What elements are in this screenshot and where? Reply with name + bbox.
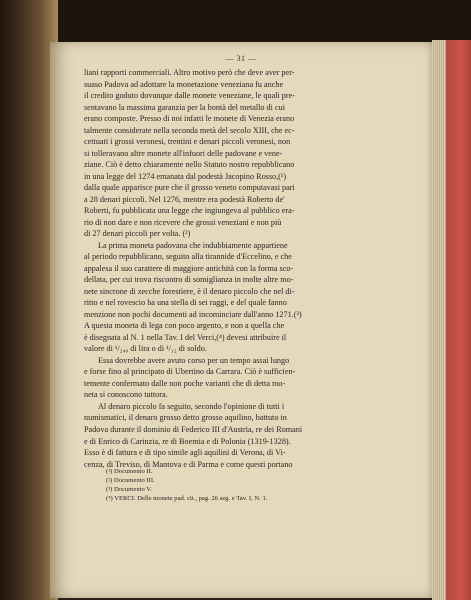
body-line: dellata, per cui trova riscontro di somiglianza in molte altre mo-	[84, 275, 294, 285]
body-line: a 28 denari piccoli. Nel 1276, mentre era podestà Roberto de'	[84, 194, 285, 204]
body-line: è disegnata al N. 1 nella Tav. I del Verci,(⁴) devesi attribuire il	[84, 332, 287, 342]
body-line: temente confermato dalle non poche varianti che di detta mo-	[84, 378, 286, 388]
body-line: neta si conoscono tuttora.	[84, 390, 168, 400]
footnotes	[106, 467, 406, 503]
body-line: in una legge del 1274 emanata dal podestà Jacopino Rosso,(¹)	[84, 171, 287, 181]
body-line: Padova durante il dominio di Federico III d'Austria, re dei Romani	[84, 424, 303, 434]
body-text	[84, 67, 416, 470]
body-line: numismatici, il denaro grosso detto grosso aquilino, battuto in	[84, 413, 287, 423]
body-line: sentavano la massima garanzia per la bontà del metallo di cui	[84, 102, 285, 112]
body-line: si tolleravano altre monete all'infuori delle padovane e vene-	[84, 148, 283, 158]
body-line: Roberti, fu pubblicata una legge che ingiungeva al pubblico era-	[84, 206, 295, 216]
body-line: il credito goduto dovunque dalle monete veneziane, le quali pre-	[84, 91, 295, 101]
body-line: valore di ¹/₂₄₀ di lira o di ¹/₁₂ di soldo.	[84, 344, 207, 354]
body-line: appalesa il suo carattere di maggiore antichità con la forma sco-	[84, 263, 294, 273]
body-line: Al denaro piccolo fa seguito, secondo l'opinione di tutti i	[98, 401, 285, 411]
body-line: A questa moneta di lega con poco argento, e non a quella che	[84, 321, 285, 331]
body-line: erano composte. Presso di noi infatti le monete di Venezia erano	[84, 114, 295, 124]
body-line: rio di non dare e non ricevere che grossi veneziani e non più	[84, 217, 282, 227]
body-line: Esso è di fattura e di tipo simile agli aquilini di Verona, di Vi-	[84, 448, 286, 458]
footnote: (¹) Documento II.	[106, 468, 153, 475]
page-number: — 31 —	[225, 54, 257, 63]
body-line: nete sincrone di zecche forestiere, è il denaro piccolo che nel di-	[84, 286, 295, 296]
footnote: (⁴) VERCI. Delle monete pad. cit., pag. 26 seg. e Tav. I, N. 1.	[106, 495, 268, 503]
body-line: di 27 denari piccoli per volta. (²)	[84, 229, 191, 239]
body-line: dalla quale apparisce pure che il grosso veneto computavasi pari	[84, 183, 295, 193]
body-line: al periodo repubblicano, seguito alla tirannide d'Eccelino, e che	[84, 252, 292, 262]
body-line: ritto e nel rovescio ha una stella di sei raggi, e del quale fanno	[84, 298, 287, 308]
body-line: menzione non pochi documenti ad incominciare dall'anno 1271.(³)	[84, 309, 302, 319]
body-line: suaso Padova ad adottare la monetazione veneziana fu anche	[84, 79, 284, 89]
body-line: cettuati i grossi veronesi, trentini e denari piccoli veronesi, non	[84, 137, 291, 147]
footnote: (²) Documento III.	[106, 477, 155, 485]
body-line: La prima moneta padovana che indubbiamente appartiene	[98, 240, 288, 250]
red-bookmark-edge	[446, 40, 471, 600]
body-line: e forse fino al principato di Ubertino da Carrara. Ciò è sufficien-	[84, 367, 296, 377]
footnote: (³) Documento V.	[106, 486, 152, 494]
body-line: e di Enrico di Carinzia, re di Boemia e di Polonia (1319-1328).	[84, 436, 291, 446]
body-line: cenza, di Treviso, di Mantova e di Parma e come questi portano	[84, 459, 293, 469]
body-line: ziane. Ciò è detto chiaramente nello Statuto nostro repubblicano	[84, 160, 295, 170]
body-line: Essa dovrebbe avere avuto corso per un tempo assai lungo	[98, 355, 290, 365]
body-line: liani rapporti commerciali. Altro motivo però che deve aver per-	[84, 68, 295, 77]
body-line: talmente considerate nella seconda metà del secolo XIII, che ec-	[84, 125, 295, 135]
background-top	[58, 0, 471, 44]
